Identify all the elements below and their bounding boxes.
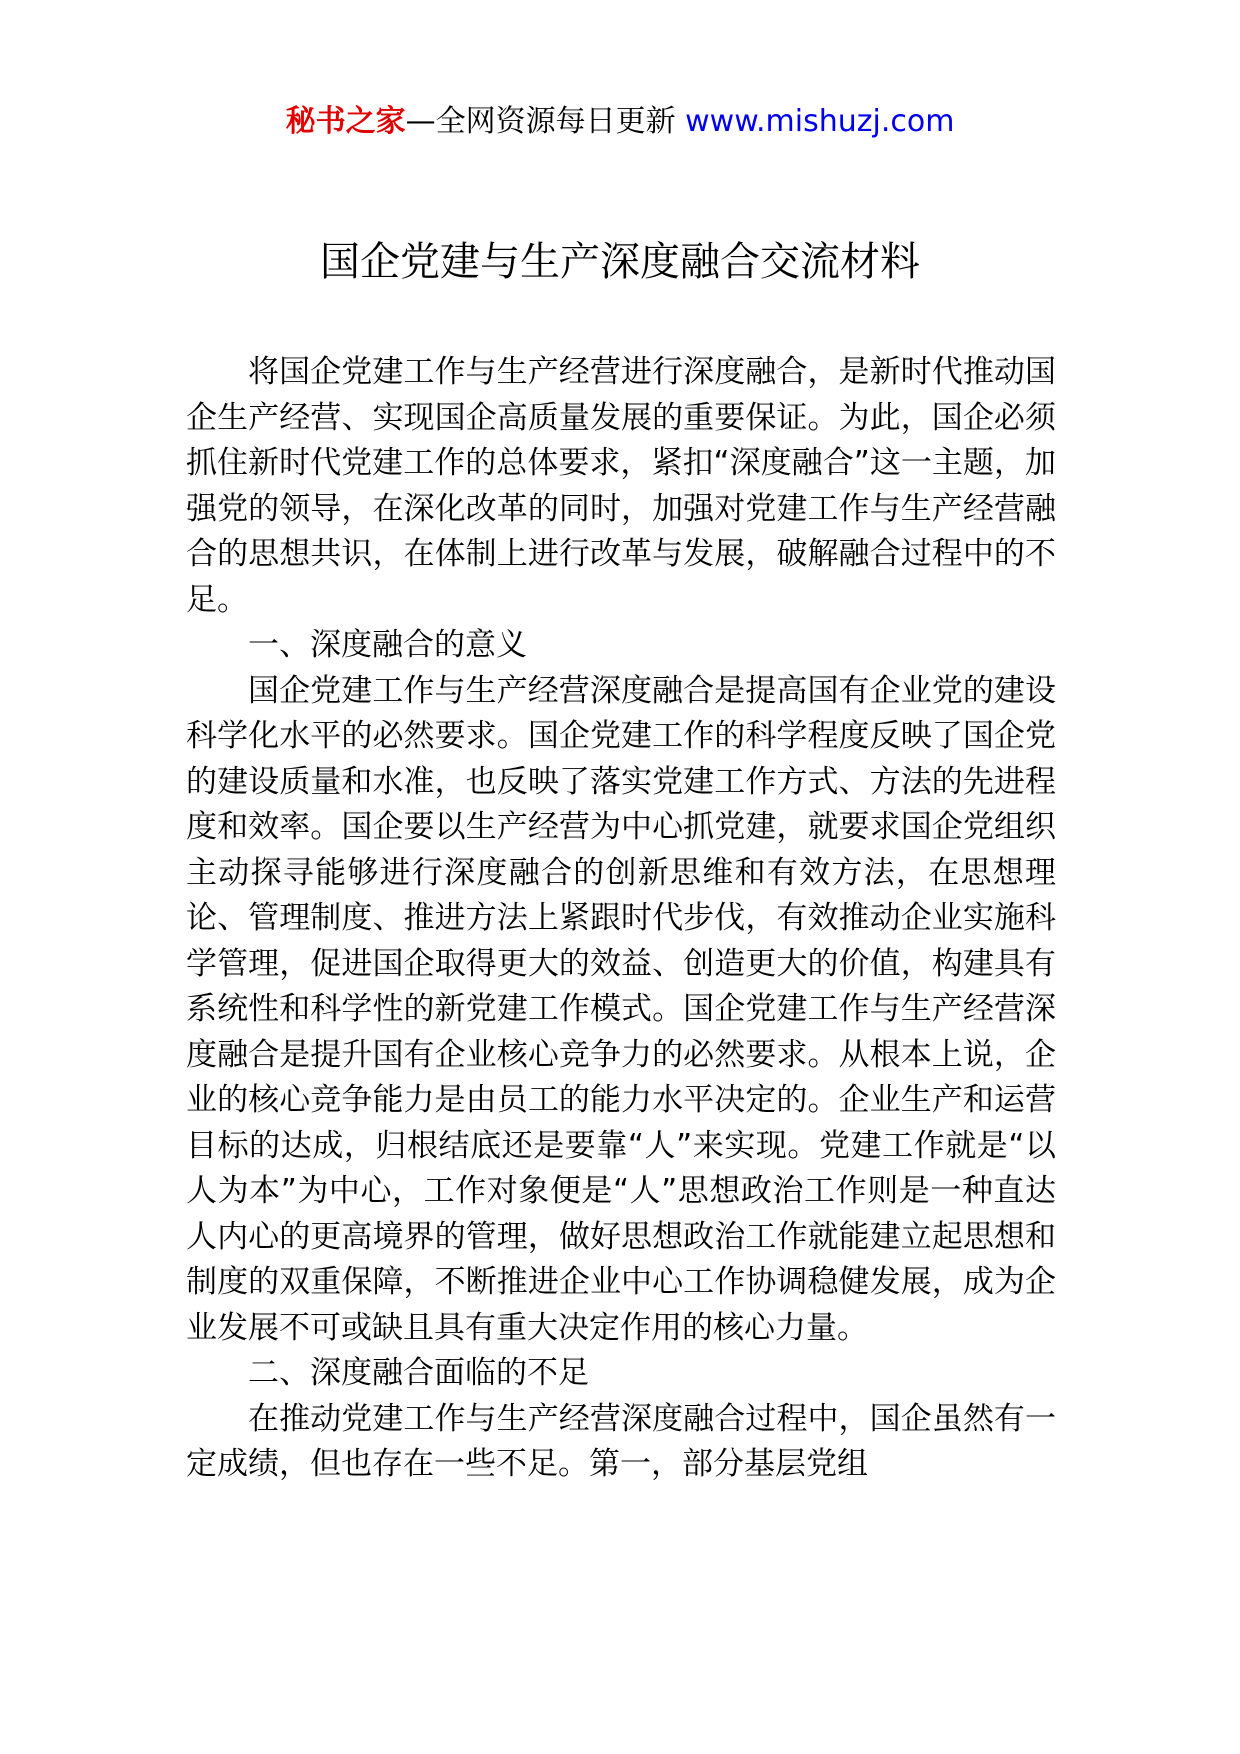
paragraph-intro: 将国企党建工作与生产经营进行深度融合，是新时代推动国企生产经营、实现国企高质量发展的重要保证。为此，国企必须抓住新时代党建工作的总体要求，紧扣“深度融合”这一主题，加强党的领导，在深化改革的同时，加强对党建工作与生产经营融合的思想共识，在体制上进行改革与发展，破解融合过程中的不足。: [186, 354, 1056, 618]
paragraph-significance: 国企党建工作与生产经营深度融合是提高国有企业党的建设科学化水平的必然要求。国企党建工作的科学程度反映了国企党的建设质量和水准，也反映了落实党建工作方式、方法的先进程度和效率。国企要以生产经营为中心抓党建，就要求国企党组织主动探寻能够进行深度融合的创新思维和有效方法，在思想理论、管理制度、推进方法上紧跟时代步伐，有效推动企业实施科学管理，促进国企取得更大的效益、创造更大的价值，构建具有系统性和科学性的新党建工作模式。国企党建工作与生产经营深度融合是提升国有企业核心竞争力的必然要求。从根本上说，企业的核心竞争能力是由员工的能力水平决定的。企业生产和运营目标的达成，归根结底还是要靠“人”来实现。党建工作就是“以人为本”为中心，工作对象便是“人”思想政治工作则是一种直达人内心的更高境界的管理，做好思想政治工作就能建立起思想和制度的双重保障，不断推进企业中心工作协调稳健发展，成为企业发展不可或缺且具有重大决定作用的核心力量。: [186, 672, 1056, 1346]
brand-name: 秘书之家: [285, 104, 406, 139]
document-title: 国企党建与生产深度融合交流材料: [320, 239, 920, 285]
document-body: [186, 350, 1056, 1488]
site-url: www.mishuzj.com: [685, 104, 955, 139]
site-header: [0, 100, 1240, 144]
header-tagline: —全网资源每日更新: [405, 104, 686, 139]
section-heading-2: 二、深度融合面临的不足: [248, 1355, 589, 1391]
paragraph-shortcomings: 在推动党建工作与生产经营深度融合过程中，国企虽然有一定成绩，但也存在一些不足。第一，部分基层党组: [186, 1400, 1056, 1482]
section-heading-1: 一、深度融合的意义: [248, 627, 527, 663]
